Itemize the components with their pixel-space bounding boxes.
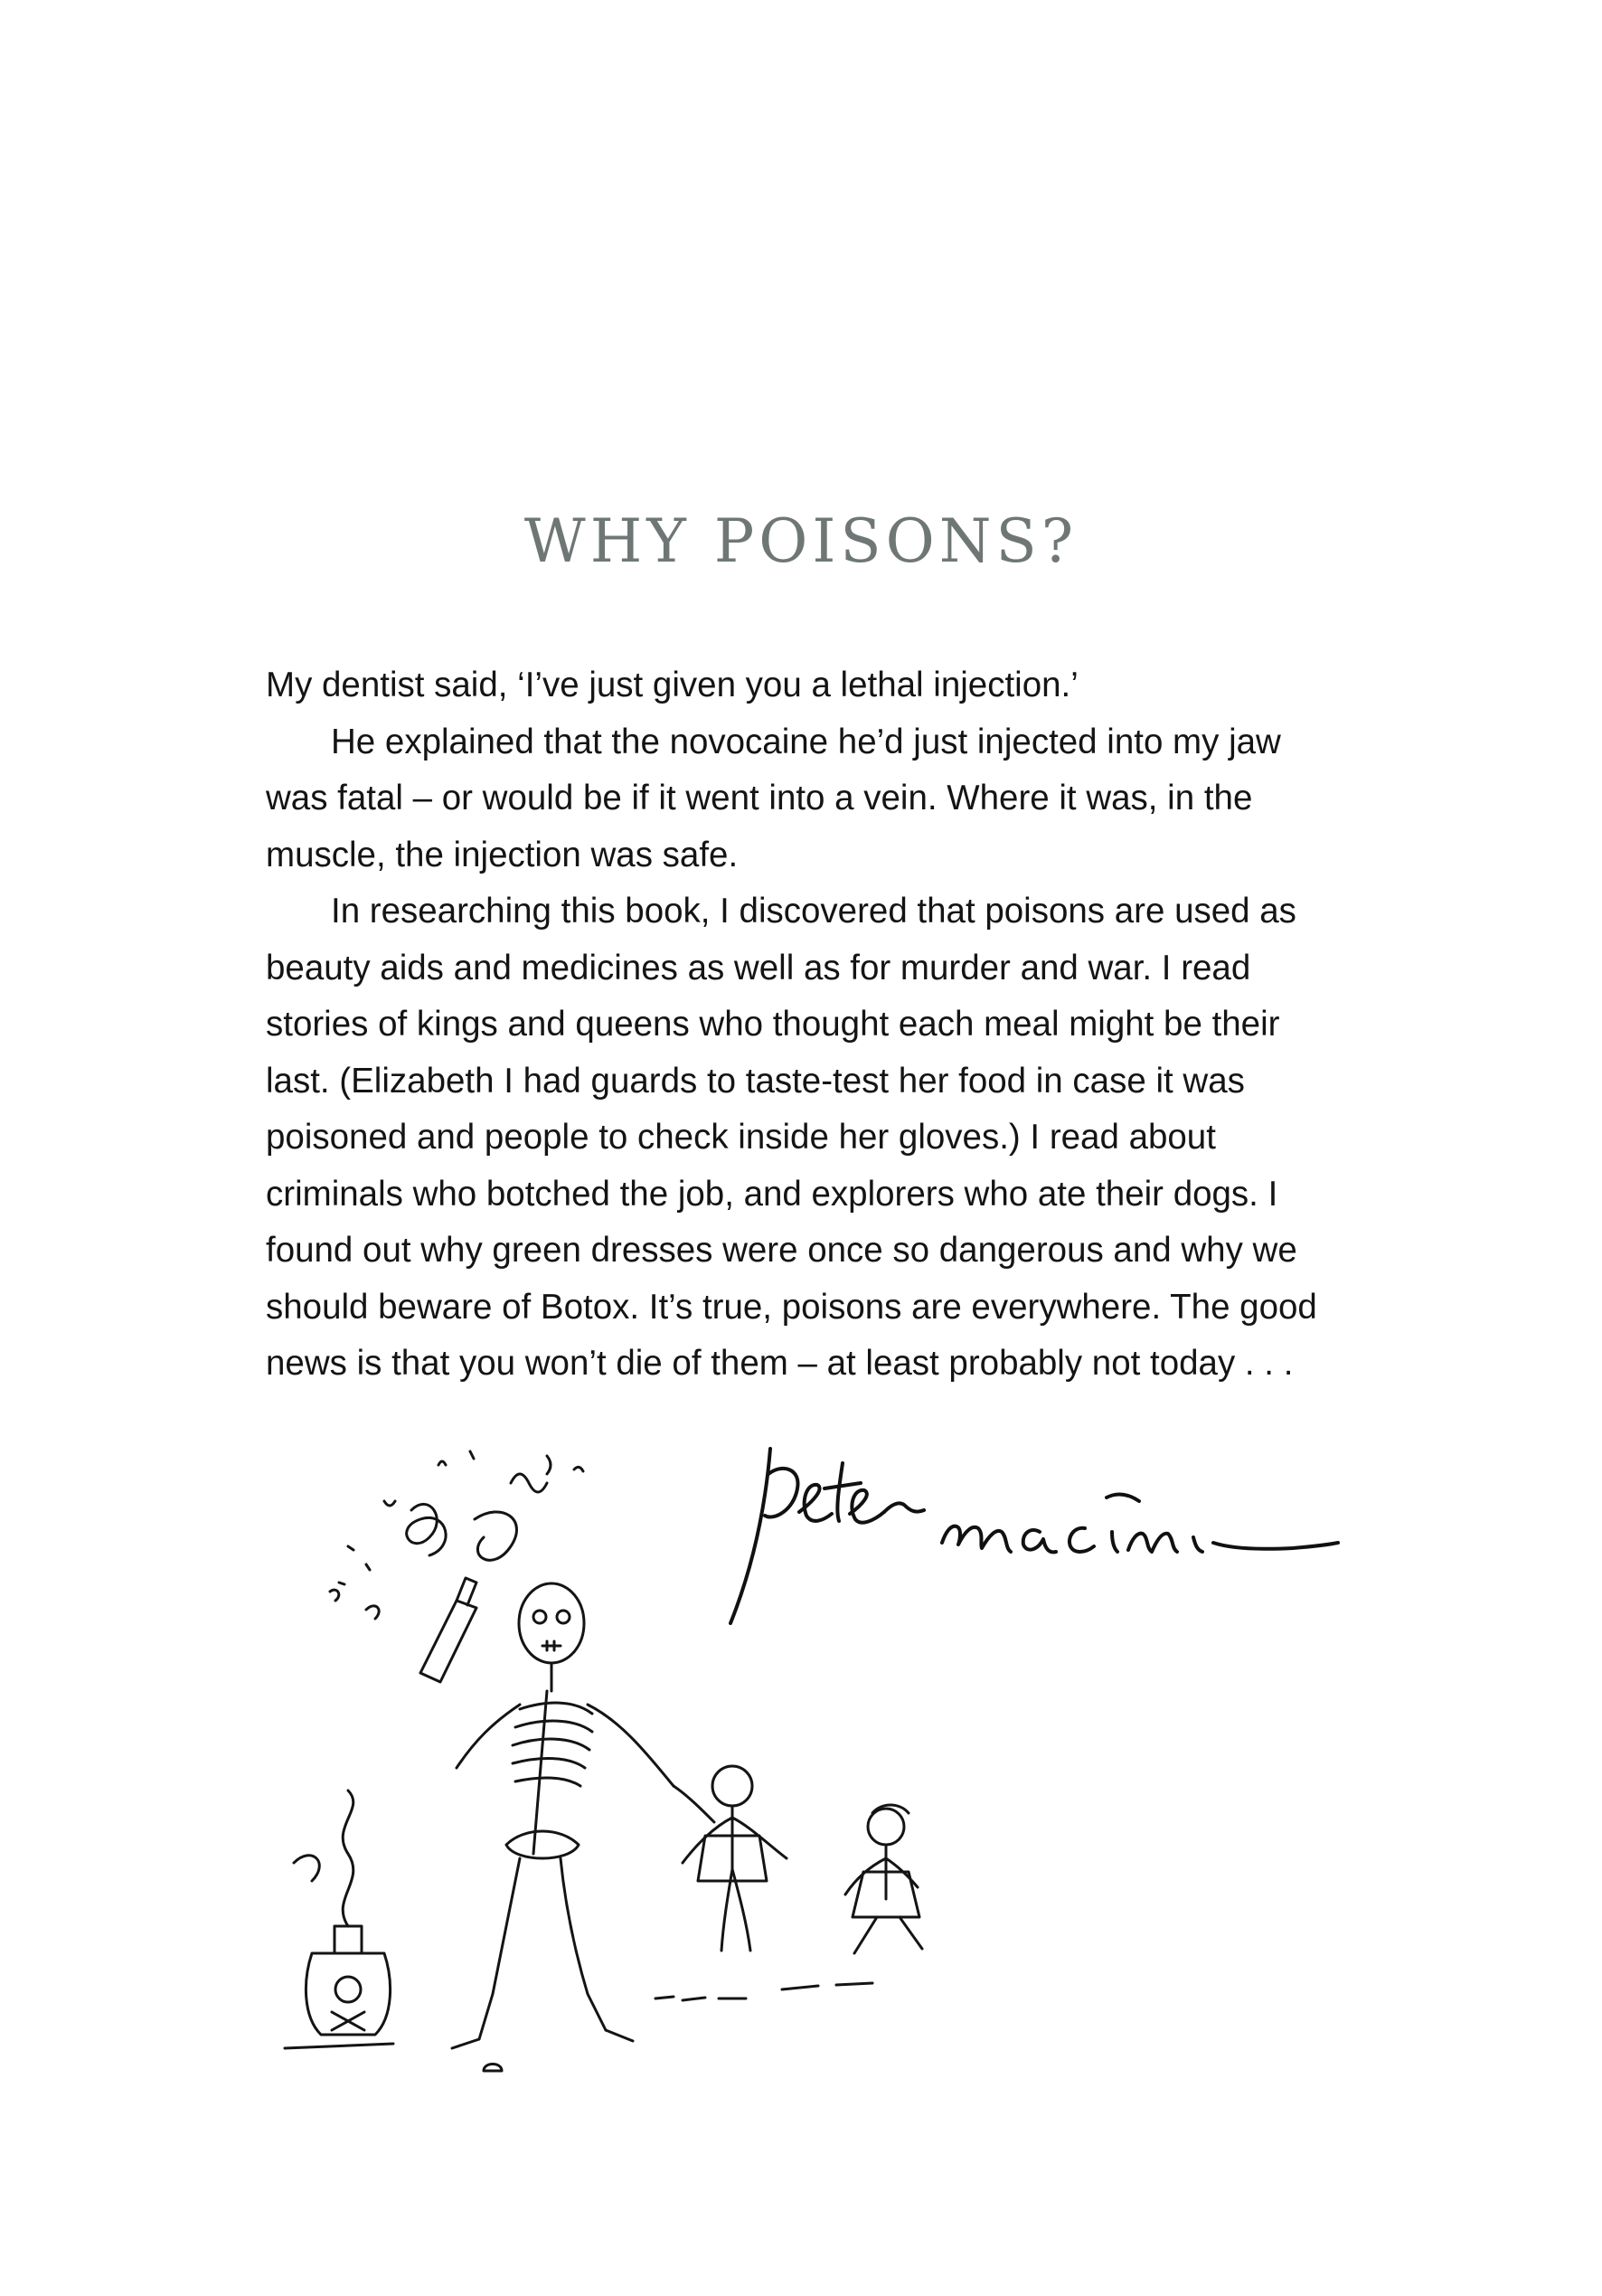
- page-title: WHY POISONS?: [523, 506, 1079, 576]
- paragraph-3: In researching this book, I discovered that poisons are used as beauty aids and medicines as well as for murder and war. I read stories of kings and queens who thought each meal might be their last. (Elizabeth I had guards to taste-test her food in case it was poisoned and people to check inside her gloves.) I read about criminals who botched the job, and explorers who ate their dogs. I found out why green dresses were once so dangerous and why we should beware of Botox. It’s true, poisons are everywhere. The good news is that you won’t die of them – at least probably not today . . .: [266, 892, 1317, 1383]
- paragraph-2: He explained that the novocaine he’d just injected into my jaw was fatal – or would be if it went into a vein. Where it was, in the muscle, the injection was safe.: [266, 722, 1281, 874]
- paragraph-1: My dentist said, ‘I’ve just given you a lethal injection.’: [266, 666, 1079, 704]
- skeleton-with-children-sketch-icon: [276, 1447, 1026, 2080]
- body-text: [266, 657, 1333, 1393]
